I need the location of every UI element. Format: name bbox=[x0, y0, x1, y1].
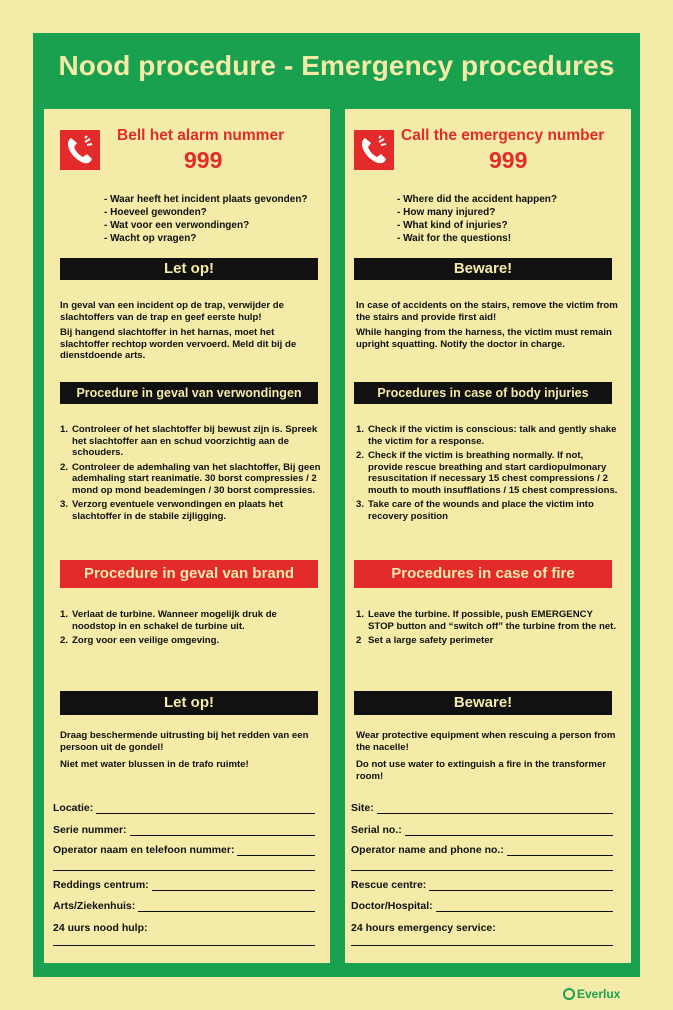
beware2-heading: Beware! bbox=[354, 691, 612, 715]
alarm-title: Call the emergency number bbox=[401, 127, 605, 144]
phone-icon bbox=[60, 130, 100, 170]
blank-line bbox=[351, 945, 613, 946]
blank-line bbox=[53, 945, 315, 946]
fire-steps bbox=[356, 609, 618, 650]
serial-field[interactable] bbox=[53, 822, 315, 836]
english-panel bbox=[345, 109, 631, 963]
fire-heading: Procedures in case of fire bbox=[354, 560, 612, 588]
operator-field[interactable] bbox=[351, 842, 613, 856]
beware-heading: Beware! bbox=[354, 258, 612, 280]
beware-heading: Let op! bbox=[60, 258, 318, 280]
field-label: 24 hours emergency service: bbox=[351, 922, 496, 934]
site-field[interactable] bbox=[351, 800, 613, 814]
rescue-field[interactable] bbox=[53, 877, 315, 891]
logo-text: Everlux bbox=[577, 987, 621, 1001]
doctor-field[interactable] bbox=[53, 898, 315, 912]
phone-icon bbox=[354, 130, 394, 170]
list-item: 2. Controleer de ademhaling van het slachtoffer, Bij geen ademhaling start reanimatie. 30 borst compressies / 2 mond op mond beademingen / 30 borst compressies. bbox=[60, 461, 321, 496]
field-label: Serial no.: bbox=[351, 824, 402, 836]
paragraph: Wear protective equipment when rescuing a person from the nacelle! bbox=[356, 730, 616, 753]
blank-line bbox=[53, 870, 315, 871]
dutch-panel bbox=[44, 109, 330, 963]
location-field[interactable] bbox=[53, 800, 315, 814]
paragraph: In geval van een incident op de trap, verwijder de slachtoffers van de trap en geef eerste hulp! bbox=[60, 300, 284, 323]
beware2-text bbox=[356, 730, 618, 786]
page-title: Nood procedure - Emergency procedures bbox=[58, 50, 615, 81]
list-item: 1. Leave the turbine. If possible, push EMERGENCY STOP button and “switch off” the turbine from the net. bbox=[356, 609, 617, 632]
question-item: - Wacht op vragen? bbox=[104, 233, 197, 244]
list-item: 2 Set a large safety perimeter bbox=[356, 635, 494, 646]
list-item: 3. Take care of the wounds and place the victim into recovery position bbox=[356, 499, 594, 522]
list-item: 1. Controleer of het slachtoffer bij bewust zijn is. Spreek het slachtoffer aan en schud voorzichtig aan de schouders. bbox=[60, 424, 318, 458]
paragraph: Bij hangend slachtoffer in het harnas, moet het slachtoffer rechtop worden vervoerd. Meld dit bij de dienstdoende arts. bbox=[60, 327, 297, 361]
field-label: Rescue centre: bbox=[351, 879, 427, 891]
list-item: 1. Check if the victim is conscious: talk and gently shake the victim for a response. bbox=[356, 424, 617, 447]
paragraph: In case of accidents on the stairs, remove the victim from the stairs and provide first aid! bbox=[356, 300, 618, 323]
list-item: 2. Check if the victim is breathing normally. If not, provide rescue breathing and start cardiopulmonary resuscitation if necessary 15 chest compressions / 2 mouth to mouth insufflations / 15 chest compressions. bbox=[356, 450, 618, 496]
beware2-heading: Let op! bbox=[60, 691, 318, 715]
field-label: Reddings centrum: bbox=[53, 879, 149, 891]
emergency-field[interactable] bbox=[351, 920, 613, 934]
paragraph: Draag beschermende uitrusting bij het redden van een persoon uit de gondel! bbox=[60, 730, 309, 753]
injuries-steps bbox=[60, 424, 322, 525]
question-item: - How many injured? bbox=[397, 207, 496, 218]
question-item: - Wat voor een verwondingen? bbox=[104, 220, 250, 231]
question-item: - What kind of injuries? bbox=[397, 220, 508, 231]
question-item: - Wait for the questions! bbox=[397, 233, 512, 244]
field-label: Serie nummer: bbox=[53, 824, 127, 836]
beware-text bbox=[60, 300, 322, 366]
question-item: - Waar heeft het incident plaats gevonden? bbox=[104, 194, 308, 205]
everlux-logo bbox=[563, 987, 620, 1001]
injuries-heading: Procedures in case of body injuries bbox=[354, 382, 612, 404]
doctor-field[interactable] bbox=[351, 898, 613, 912]
serial-field[interactable] bbox=[351, 822, 613, 836]
paragraph: Do not use water to extinguish a fire in the transformer room! bbox=[356, 759, 607, 782]
injuries-heading: Procedure in geval van verwondingen bbox=[60, 382, 318, 404]
emergency-field[interactable] bbox=[53, 920, 315, 934]
question-list bbox=[397, 193, 557, 245]
logo-mark-icon bbox=[563, 988, 575, 1000]
rescue-field[interactable] bbox=[351, 877, 613, 891]
field-label: Arts/Ziekenhuis: bbox=[53, 900, 136, 912]
beware-text bbox=[356, 300, 618, 354]
injuries-steps bbox=[356, 424, 618, 525]
fire-steps bbox=[60, 609, 322, 650]
question-item: - Hoeveel gewonden? bbox=[104, 207, 207, 218]
field-label: Doctor/Hospital: bbox=[351, 900, 433, 912]
beware2-text bbox=[60, 730, 322, 775]
field-label: Operator naam en telefoon nummer: bbox=[53, 844, 235, 856]
list-item: 2. Zorg voor een veilige omgeving. bbox=[60, 635, 220, 646]
alarm-number: 999 bbox=[184, 147, 223, 173]
field-label: 24 uurs nood hulp: bbox=[53, 922, 148, 934]
question-item: - Where did the accident happen? bbox=[397, 194, 558, 205]
paragraph: Niet met water blussen in de trafo ruimte! bbox=[60, 759, 249, 770]
list-item: 3. Verzorg eventuele verwondingen en plaats het slachtoffer in de stabile zijligging. bbox=[60, 499, 284, 522]
field-label: Site: bbox=[351, 802, 374, 814]
alarm-number: 999 bbox=[489, 147, 528, 173]
operator-field[interactable] bbox=[53, 842, 315, 856]
paragraph: While hanging from the harness, the victim must remain upright squatting. Notify the doctor in charge. bbox=[356, 327, 612, 350]
alarm-title: Bell het alarm nummer bbox=[117, 127, 285, 144]
blank-line bbox=[351, 870, 613, 871]
fire-heading: Procedure in geval van brand bbox=[60, 560, 318, 588]
field-label: Operator name and phone no.: bbox=[351, 844, 504, 856]
field-label: Locatie: bbox=[53, 802, 94, 814]
list-item: 1. Verlaat de turbine. Wanneer mogelijk druk de noodstop in en schakel de turbine uit. bbox=[60, 609, 277, 632]
question-list bbox=[104, 193, 308, 245]
